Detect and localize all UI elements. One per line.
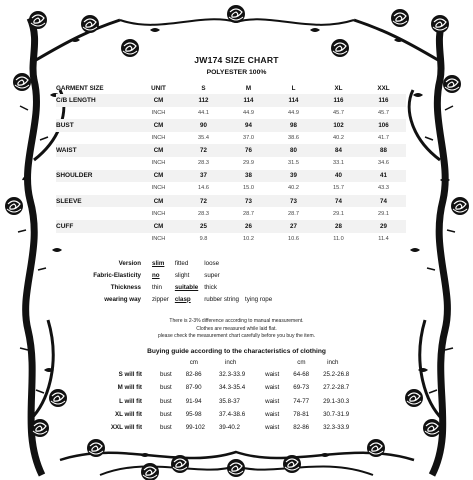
note-line: There is 2-3% difference according to manual measurement. [169, 318, 304, 324]
bust-label: bust [160, 424, 172, 432]
inch-value: 40.2 [288, 185, 299, 192]
cm-value: 98 [271, 119, 316, 132]
unit-inch: INCH [151, 235, 166, 242]
waist-inch-value: 30.7-31.9 [323, 411, 350, 419]
unit-cm: CM [136, 195, 181, 208]
measure-label: SLEEVE [56, 195, 136, 208]
measure-row-cm [56, 195, 406, 208]
cm-value: 39 [271, 170, 316, 183]
inch-value: 34.6 [378, 160, 389, 167]
waist-cm-value: 74-77 [293, 397, 310, 405]
cm-value: 112 [181, 94, 226, 107]
cm-value: 28 [316, 220, 361, 233]
waist-inch-value: 27.2-28.7 [323, 384, 350, 392]
buying-guide-table [96, 357, 353, 434]
inch-value: 28.7 [288, 210, 299, 217]
guide-row [96, 368, 353, 381]
attribute-row [58, 293, 275, 305]
inch-value: 43.3 [378, 185, 389, 192]
cm-value: 102 [316, 119, 361, 132]
fit-label: XXL will fit [110, 424, 142, 432]
inch-value: 31.5 [288, 160, 299, 167]
cm-value: 114 [226, 94, 271, 107]
bust-inch-value: 37.4-38.6 [218, 411, 246, 419]
unit-cm: CM [136, 119, 181, 132]
attribute-label: wearing way [104, 295, 141, 303]
inch-value: 40.2 [333, 135, 344, 142]
cm-value: 116 [316, 94, 361, 107]
fit-label: M will fit [117, 384, 142, 392]
cm-value: 26 [226, 220, 271, 233]
cm-value: 27 [271, 220, 316, 233]
guide-row [96, 408, 353, 421]
bust-cm-header: cm [189, 359, 198, 366]
bust-inch-value: 34.3-35.4 [218, 384, 246, 392]
guide-row [96, 395, 353, 408]
attribute-option-selected: suitable [174, 283, 199, 291]
waist-label: waist [265, 424, 280, 432]
bust-inch-value: 32.3-33.9 [218, 371, 246, 379]
attribute-label: Version [118, 259, 141, 267]
blank-cell [56, 132, 136, 145]
measurement-notes [0, 318, 473, 341]
inch-value: 44.9 [288, 109, 299, 116]
bust-label: bust [160, 411, 172, 419]
inch-value: 15.7 [333, 185, 344, 192]
inch-value: 44.1 [198, 109, 209, 116]
cm-value: 84 [316, 144, 361, 157]
attribute-option: zipper [152, 295, 169, 303]
blank-cell [56, 233, 136, 246]
cm-value: 76 [226, 144, 271, 157]
inch-value: 37.0 [243, 135, 254, 142]
unit-inch: INCH [151, 160, 166, 167]
cm-value: 114 [271, 94, 316, 107]
cm-value: 72 [181, 195, 226, 208]
inch-value: 41.7 [378, 135, 389, 142]
measure-label: CUFF [56, 220, 136, 233]
bust-inch-header: inch [224, 359, 237, 366]
measure-row-cm [56, 220, 406, 233]
unit-cm: CM [136, 170, 181, 183]
measure-row-inch [56, 107, 406, 120]
cm-value: 38 [226, 170, 271, 183]
bust-label: bust [160, 384, 172, 392]
waist-inch-value: 25.2-26.8 [323, 371, 350, 379]
cm-value: 72 [181, 144, 226, 157]
size-header-xl: XL [334, 84, 343, 92]
waist-inch-value: 29.1-30.3 [323, 397, 350, 405]
attribute-option-selected: no [152, 271, 160, 279]
size-table-header [56, 82, 406, 94]
cm-value: 106 [361, 119, 406, 132]
inch-value: 45.7 [378, 109, 389, 116]
bust-inch-value: 39-40.2 [218, 424, 240, 432]
inch-value: 33.1 [333, 160, 344, 167]
measure-label: WAIST [56, 144, 136, 157]
inch-value: 45.7 [333, 109, 344, 116]
size-header-s: S [201, 84, 206, 92]
cm-value: 74 [316, 195, 361, 208]
measure-label: C/B LENGTH [56, 94, 136, 107]
note-line: Clothes are measured while laid flat. [196, 325, 277, 332]
measure-row-inch [56, 233, 406, 246]
fit-label: XL will fit [114, 411, 142, 419]
attribute-option: thick [204, 283, 217, 291]
inch-value: 29.1 [378, 210, 389, 217]
unit-cm: CM [136, 144, 181, 157]
blank-cell [56, 182, 136, 195]
bust-cm-value: 87-90 [185, 384, 202, 392]
inch-value: 29.1 [333, 210, 344, 217]
waist-cm-value: 69-73 [293, 384, 310, 392]
cm-value: 74 [361, 195, 406, 208]
bust-label: bust [160, 397, 172, 405]
attribute-row [58, 257, 275, 269]
unit-inch: INCH [151, 210, 166, 217]
cm-value: 90 [181, 119, 226, 132]
inch-value: 29.9 [243, 160, 254, 167]
attribute-row [58, 281, 275, 293]
inch-value: 35.4 [198, 135, 209, 142]
attribute-option: rubber string [204, 295, 239, 303]
note-line: please check the measurement chart carefully before you buy the item. [157, 333, 316, 339]
bust-cm-value: 91-94 [185, 397, 202, 405]
measure-row-inch [56, 132, 406, 145]
buying-guide-title: Buying guide according to the characteristics of clothing [147, 348, 326, 355]
cm-value: 40 [316, 170, 361, 183]
cm-value: 29 [361, 220, 406, 233]
size-header-m: M [245, 84, 252, 92]
chart-title: JW174 SIZE CHART [194, 55, 279, 65]
waist-inch-value: 32.3-33.9 [323, 424, 350, 432]
fit-label: S will fit [118, 371, 142, 379]
unit-inch: INCH [151, 109, 166, 116]
attribute-option: loose [204, 259, 220, 267]
garment-size-header: GARMENT SIZE [56, 84, 104, 92]
measure-row-inch [56, 157, 406, 170]
waist-inch-header: inch [327, 359, 339, 366]
cm-value: 80 [271, 144, 316, 157]
unit-cm: CM [136, 220, 181, 233]
waist-label: waist [265, 397, 280, 405]
inch-value: 10.6 [288, 235, 299, 242]
bust-inch-value: 35.8-37 [218, 397, 240, 405]
fit-label: L will fit [119, 397, 142, 405]
cm-value: 41 [361, 170, 406, 183]
attribute-option-selected: slim [152, 259, 165, 267]
bust-label: bust [160, 371, 172, 379]
cm-value: 25 [181, 220, 226, 233]
cm-value: 73 [226, 195, 271, 208]
buying-guide-header [96, 357, 353, 368]
waist-cm-header: cm [297, 359, 306, 366]
measure-row-cm [56, 119, 406, 132]
inch-value: 10.2 [243, 235, 254, 242]
unit-cm: CM [136, 94, 181, 107]
bust-cm-value: 99-102 [185, 424, 205, 432]
guide-row [96, 381, 353, 394]
size-header-xxl: XXL [377, 84, 390, 92]
cm-value: 94 [226, 119, 271, 132]
inch-value: 9.8 [199, 235, 208, 242]
attribute-label: Fabric-Elasticity [93, 271, 141, 279]
measure-row-cm [56, 94, 406, 107]
inch-value: 15.0 [243, 185, 254, 192]
unit-inch: INCH [151, 185, 166, 192]
unit-header: UNIT [151, 84, 166, 92]
attributes-table [58, 257, 275, 305]
waist-label: waist [265, 411, 280, 419]
attribute-option: super [204, 271, 220, 279]
material-subtitle: POLYESTER 100% [206, 69, 267, 76]
inch-value: 28.7 [243, 210, 254, 217]
cm-value: 37 [181, 170, 226, 183]
inch-value: 44.9 [243, 109, 254, 116]
cm-value: 88 [361, 144, 406, 157]
measure-label: BUST [56, 119, 136, 132]
blank-cell [56, 157, 136, 170]
unit-inch: INCH [151, 135, 166, 142]
attribute-option-selected: clasp [174, 295, 191, 303]
attribute-option: slight [174, 271, 190, 279]
waist-label: waist [265, 384, 280, 392]
measure-row-cm [56, 144, 406, 157]
guide-row [96, 421, 353, 434]
measure-row-inch [56, 182, 406, 195]
attribute-option: fitted [174, 259, 189, 267]
waist-cm-value: 78-81 [293, 411, 310, 419]
inch-value: 28.3 [198, 160, 209, 167]
inch-value: 28.3 [198, 210, 209, 217]
measure-row-inch [56, 207, 406, 220]
waist-label: waist [265, 371, 280, 379]
blank-cell [56, 207, 136, 220]
measure-label: SHOULDER [56, 170, 136, 183]
waist-cm-value: 64-68 [293, 371, 310, 379]
attribute-option: tying rope [245, 295, 273, 303]
size-table [56, 82, 406, 245]
inch-value: 38.6 [288, 135, 299, 142]
size-header-l: L [291, 84, 296, 92]
inch-value: 11.0 [333, 235, 344, 242]
cm-value: 116 [361, 94, 406, 107]
measure-row-cm [56, 170, 406, 183]
cm-value: 73 [271, 195, 316, 208]
bust-cm-value: 82-86 [185, 371, 202, 379]
waist-cm-value: 82-86 [293, 424, 310, 432]
attribute-row [58, 269, 275, 281]
blank-cell [56, 107, 136, 120]
bust-cm-value: 95-98 [185, 411, 202, 419]
attribute-option: thin [152, 283, 162, 291]
attribute-label: Thickness [110, 283, 141, 291]
inch-value: 11.4 [378, 235, 389, 242]
inch-value: 14.6 [198, 185, 209, 192]
